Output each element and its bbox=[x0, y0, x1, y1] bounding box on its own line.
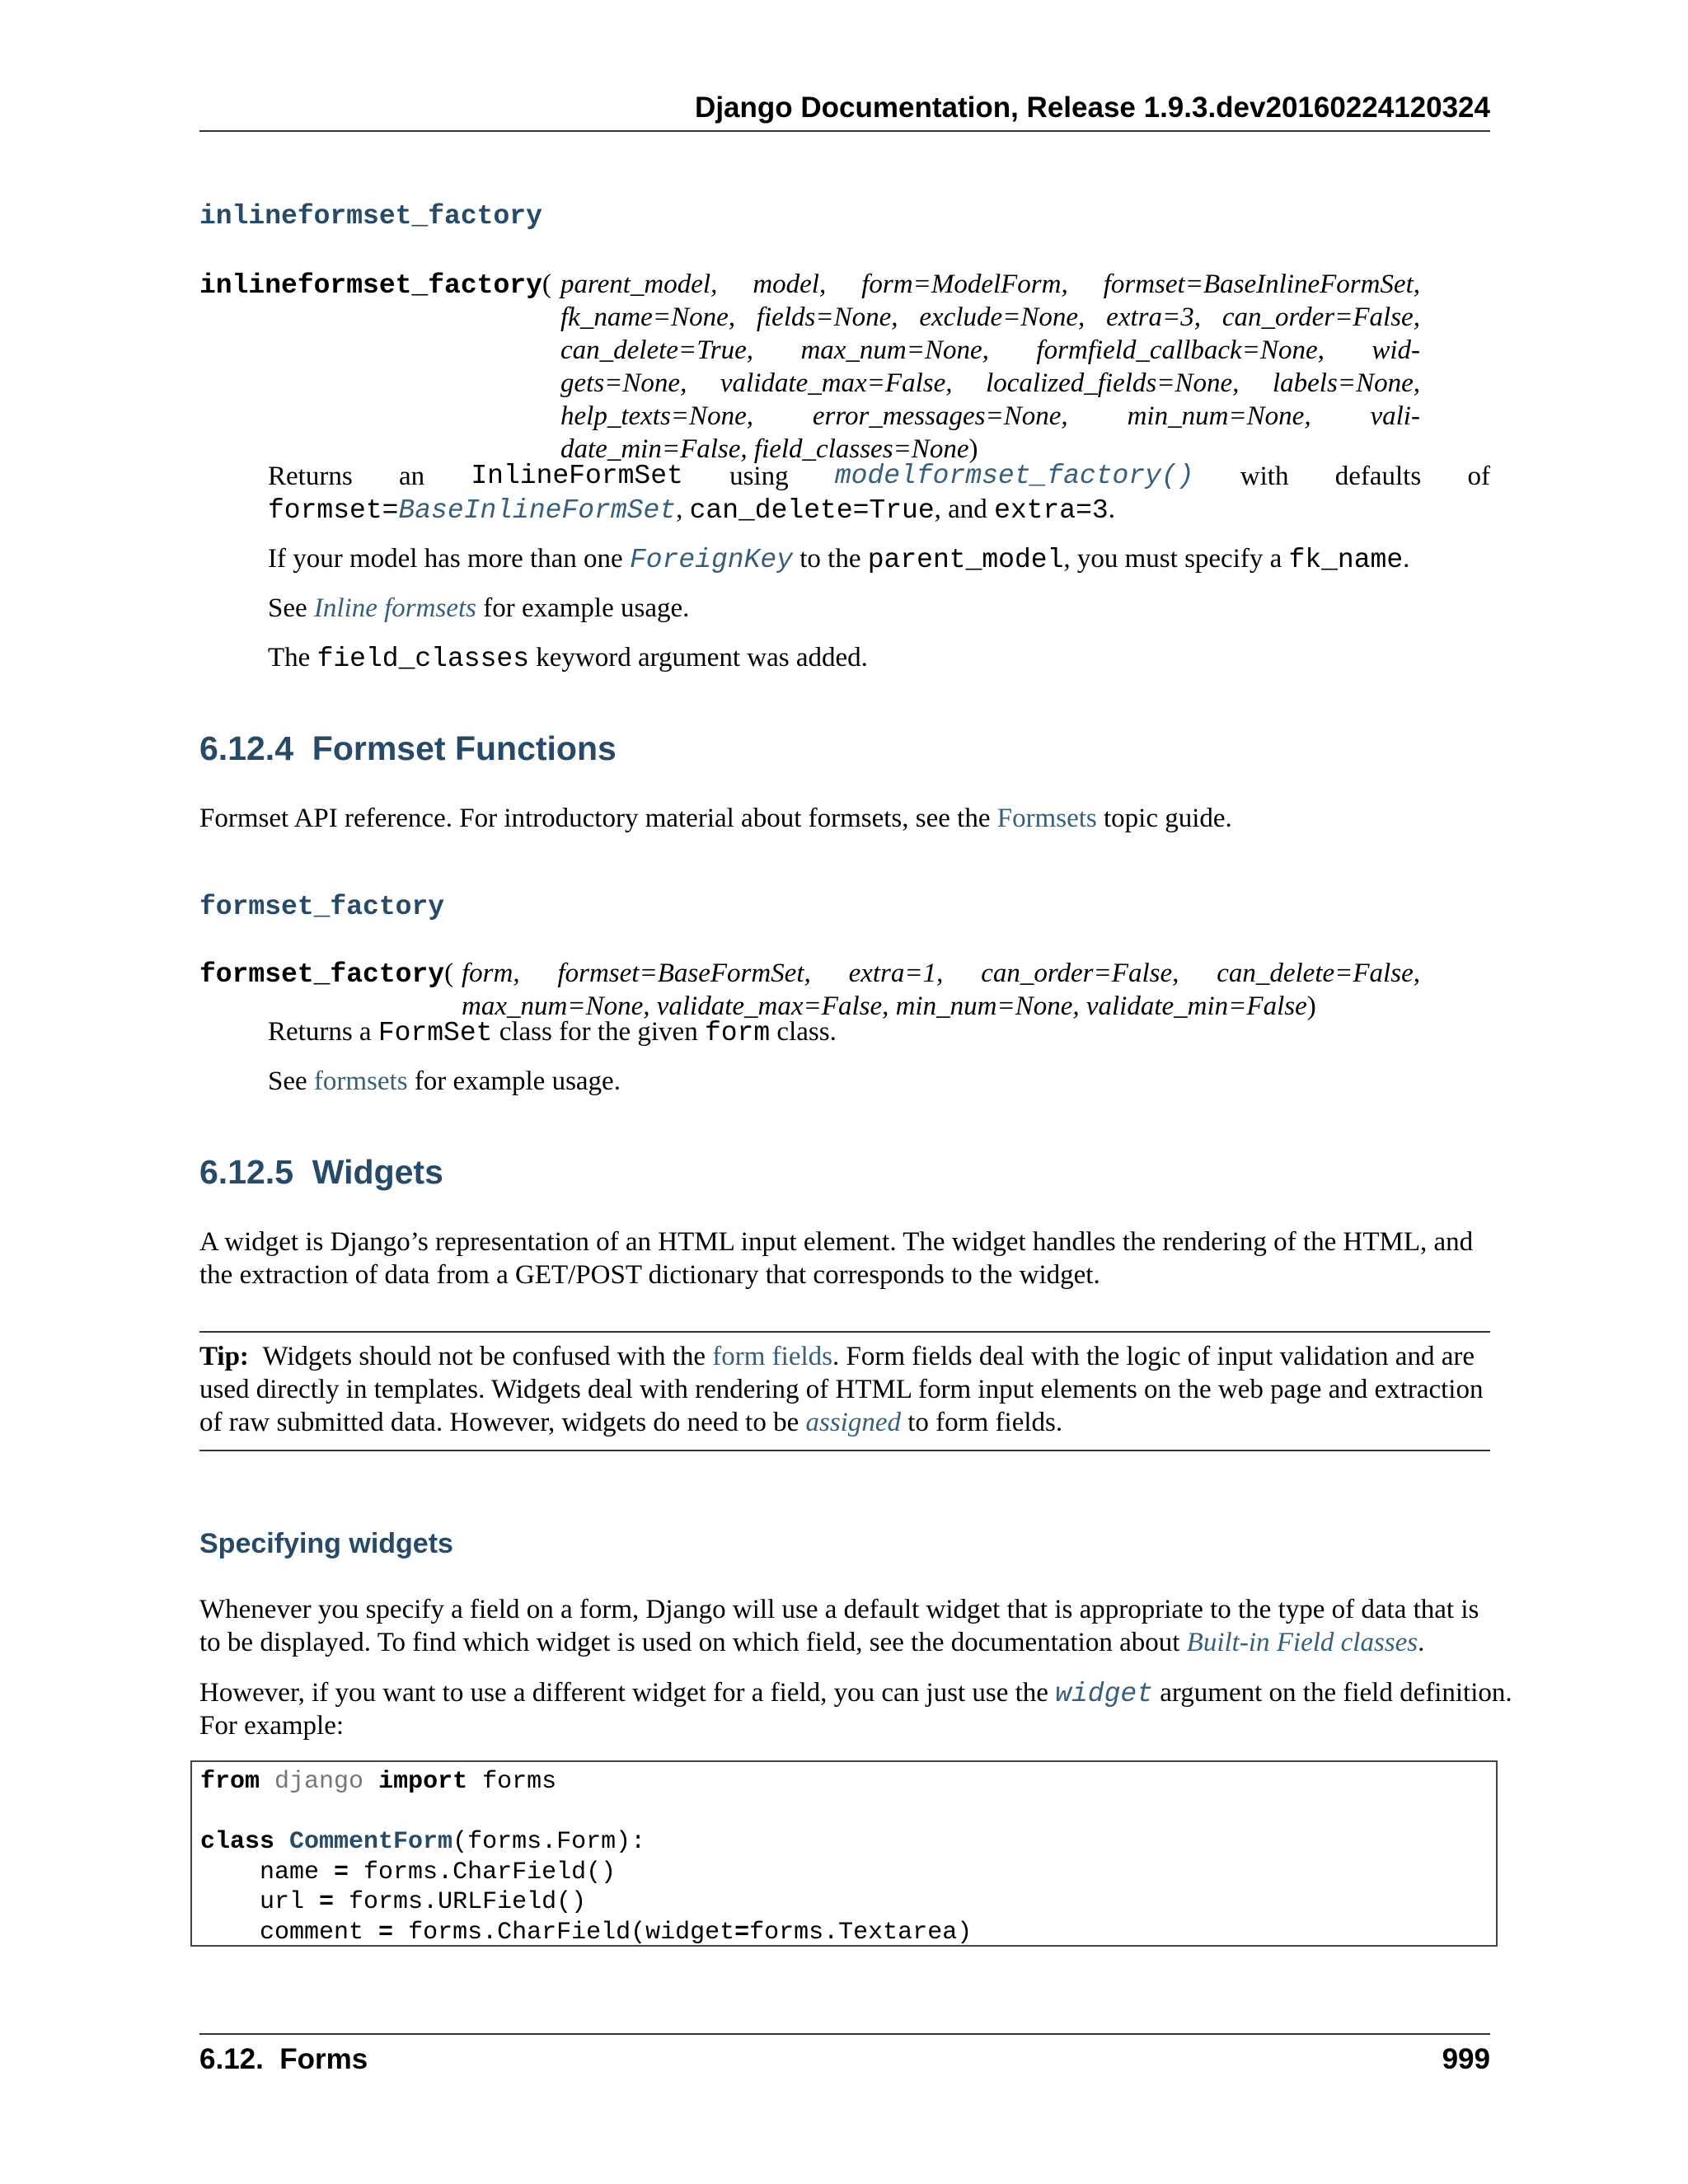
code-keyword: from bbox=[200, 1768, 260, 1796]
param: can_order=False, bbox=[981, 958, 1179, 988]
param-row-5 bbox=[560, 400, 1420, 433]
param: can_order=False, bbox=[1221, 302, 1420, 332]
text: , and bbox=[934, 494, 995, 524]
text: for example usage. bbox=[407, 1066, 621, 1096]
text: . bbox=[1418, 1628, 1425, 1657]
param-row-4 bbox=[560, 367, 1420, 400]
param: localized_fields=None, bbox=[986, 368, 1240, 398]
code-text: (forms.Form): bbox=[452, 1828, 646, 1856]
text: The bbox=[268, 643, 317, 673]
paren-close: ) bbox=[968, 434, 978, 464]
code-operator: = bbox=[334, 1858, 349, 1886]
see-inline-paragraph bbox=[268, 592, 1490, 625]
form-fields-link[interactable]: form fields bbox=[712, 1342, 832, 1371]
text: for example usage. bbox=[476, 593, 690, 623]
header-rule bbox=[199, 130, 1490, 132]
text: topic guide. bbox=[1096, 804, 1232, 833]
text: defaults bbox=[1334, 462, 1422, 491]
inlineformset-signature-name bbox=[199, 268, 551, 302]
tip-rule-bottom bbox=[199, 1450, 1490, 1451]
text: , bbox=[676, 494, 690, 524]
text: with bbox=[1240, 462, 1289, 491]
param-row-1 bbox=[462, 957, 1420, 990]
text: of raw submitted data. However, widgets do need to be bbox=[199, 1408, 806, 1437]
text: to the bbox=[793, 544, 868, 574]
formset-see bbox=[268, 1065, 1490, 1098]
param: labels=None, bbox=[1272, 368, 1420, 398]
widgets-intro-line-1: A widget is Django’s representation of an HTML input element. The widget handles the rendering of the HTML, and bbox=[199, 1227, 1474, 1257]
inline-formsets-link[interactable]: Inline formsets bbox=[313, 593, 476, 623]
returns-line-1 bbox=[268, 460, 1490, 493]
param: formfield_callback=None, bbox=[1036, 335, 1325, 365]
code-block bbox=[190, 1760, 1498, 1947]
text: . Form fields deal with the logic of input validation and are bbox=[832, 1342, 1475, 1371]
formset-returns bbox=[268, 1015, 1490, 1050]
returns-line-2 bbox=[268, 493, 1490, 527]
paren-close: ) bbox=[1306, 991, 1316, 1021]
param: error_messages=None, bbox=[812, 401, 1068, 431]
code-inline: field_classes bbox=[316, 644, 530, 674]
inlineformset-params bbox=[560, 268, 1420, 466]
formset-signature-name bbox=[199, 957, 453, 991]
code-text: url bbox=[200, 1888, 320, 1916]
param-row-2 bbox=[560, 301, 1420, 334]
specifying-p2-line-1 bbox=[199, 1676, 1512, 1711]
tip-line-2: used directly in templates. Widgets deal with rendering of HTML form input elements on the web page and extraction bbox=[199, 1375, 1484, 1404]
text: Returns bbox=[268, 462, 353, 491]
text: class for the given bbox=[492, 1017, 705, 1047]
modelformset-factory-link[interactable]: modelformset_factory() bbox=[834, 461, 1194, 491]
code-operator: = bbox=[378, 1918, 394, 1947]
code-class-name: CommentForm bbox=[289, 1828, 453, 1856]
paren-open: ( bbox=[542, 269, 551, 299]
text: an bbox=[398, 462, 425, 491]
section-title: Formset Functions bbox=[312, 729, 617, 767]
code-text: forms.Textarea) bbox=[749, 1918, 973, 1947]
foreignkey-link[interactable]: ForeignKey bbox=[629, 545, 794, 575]
param-row-3 bbox=[560, 334, 1420, 367]
text: Formset API reference. For introductory material about formsets, see the bbox=[199, 804, 997, 833]
text: to form fields. bbox=[900, 1408, 1063, 1437]
code-inline: InlineFormSet bbox=[471, 461, 683, 491]
inlineformset-heading[interactable]: inlineformset_factory bbox=[199, 201, 542, 232]
text: keyword argument was added. bbox=[529, 643, 868, 673]
formsets-link[interactable]: formsets bbox=[313, 1066, 408, 1096]
param: exclude=None, bbox=[919, 302, 1085, 332]
paren-open: ( bbox=[444, 958, 454, 988]
field-classes-paragraph bbox=[268, 641, 1490, 676]
formset-intro bbox=[199, 802, 1490, 835]
code-operator: = bbox=[319, 1888, 335, 1916]
section-heading-widgets bbox=[199, 1152, 443, 1192]
built-in-field-classes-link[interactable]: Built-in Field classes bbox=[1186, 1628, 1418, 1657]
text: However, if you want to use a different widget for a field, you can just use the bbox=[199, 1678, 1056, 1708]
tip-line-3 bbox=[199, 1406, 1490, 1439]
code-inline: FormSet bbox=[377, 1018, 493, 1048]
specifying-p1-line-2 bbox=[199, 1626, 1490, 1659]
widget-argument-link[interactable]: widget bbox=[1055, 1679, 1154, 1709]
code-text: forms.URLField() bbox=[334, 1888, 587, 1916]
footer-section: 6.12. Forms bbox=[199, 2043, 368, 2075]
param: gets=None, bbox=[560, 368, 687, 398]
text: argument on the field definition. bbox=[1153, 1678, 1512, 1708]
inlineformset-returns bbox=[268, 460, 1490, 527]
code-keyword: import bbox=[378, 1768, 468, 1796]
code-text: forms.CharField() bbox=[349, 1858, 617, 1886]
param: validate_max=False, bbox=[720, 368, 953, 398]
text: See bbox=[268, 1066, 314, 1096]
param: vali- bbox=[1370, 401, 1420, 431]
section-number: 6.12.5 bbox=[199, 1153, 293, 1191]
code-module: django bbox=[274, 1768, 364, 1796]
text: Returns a bbox=[268, 1017, 378, 1047]
section-number: 6.12.4 bbox=[199, 729, 293, 767]
inlineformset-function-name: inlineformset_factory bbox=[199, 270, 542, 301]
param-row-1 bbox=[560, 268, 1420, 301]
specifying-p1-line-1: Whenever you specify a field on a form, Django will use a default widget that is appropriate to the type of data that is bbox=[199, 1595, 1479, 1624]
formset-params bbox=[462, 957, 1420, 1023]
code-inline: can_delete=True bbox=[689, 495, 935, 526]
section-title: Widgets bbox=[312, 1153, 443, 1191]
param: formset=BaseFormSet, bbox=[557, 958, 811, 988]
param: model, bbox=[753, 269, 827, 299]
page-number: 999 bbox=[1442, 2043, 1490, 2075]
code-text: comment bbox=[200, 1918, 379, 1947]
param: date_min=False, field_classes=None bbox=[560, 434, 969, 464]
param: fk_name=None, bbox=[560, 302, 735, 332]
section-heading-formset-functions bbox=[199, 729, 617, 768]
formset-function-name: formset_factory bbox=[199, 959, 445, 990]
subsection-heading-specifying-widgets: Specifying widgets bbox=[199, 1528, 453, 1559]
param: can_delete=False, bbox=[1217, 958, 1420, 988]
param: max_num=None, bbox=[800, 335, 989, 365]
param: help_texts=None, bbox=[560, 401, 753, 431]
param: parent_model, bbox=[560, 269, 718, 299]
tip-line-1 bbox=[199, 1340, 1490, 1373]
code-inline: parent_model bbox=[867, 545, 1064, 575]
text: Widgets should not be confused with the bbox=[262, 1342, 713, 1371]
param: form, bbox=[462, 958, 520, 988]
text: If your model has more than one bbox=[268, 544, 630, 574]
fk-paragraph bbox=[268, 542, 1490, 577]
text: , you must specify a bbox=[1063, 544, 1289, 574]
param: can_delete=True, bbox=[560, 335, 753, 365]
code-inline: extra=3 bbox=[994, 495, 1109, 526]
text: to be displayed. To find which widget is used on which field, see the documentation about bbox=[199, 1628, 1187, 1657]
running-header: Django Documentation, Release 1.9.3.dev20160224120324 bbox=[695, 91, 1490, 124]
code-operator: = bbox=[734, 1918, 750, 1947]
code-text: forms.CharField(widget bbox=[393, 1918, 735, 1947]
code-keyword: class bbox=[200, 1828, 275, 1856]
code-text: name bbox=[200, 1858, 335, 1886]
tip-label: Tip: bbox=[199, 1342, 249, 1371]
code-inline: fk_name bbox=[1288, 545, 1404, 575]
param: extra=1, bbox=[848, 958, 944, 988]
specifying-p2-line-2: For example: bbox=[199, 1711, 345, 1741]
text: . bbox=[1108, 494, 1115, 524]
param: wid- bbox=[1372, 335, 1420, 365]
text: using bbox=[729, 462, 789, 491]
formset-heading[interactable]: formset_factory bbox=[199, 892, 445, 922]
param: min_num=None, bbox=[1127, 401, 1311, 431]
footer-rule bbox=[199, 2033, 1490, 2035]
param: form=ModelForm, bbox=[861, 269, 1068, 299]
param: max_num=None, validate_max=False, min_num=None, validate_min=False bbox=[462, 991, 1307, 1021]
baseinlineformset-link[interactable]: BaseInlineFormSet bbox=[398, 495, 677, 526]
formsets-topic-link[interactable]: Formsets bbox=[996, 804, 1097, 833]
param: extra=3, bbox=[1106, 302, 1201, 332]
assigned-link[interactable]: assigned bbox=[805, 1408, 901, 1437]
param: fields=None, bbox=[756, 302, 898, 332]
code-name: forms bbox=[482, 1768, 557, 1796]
text: . bbox=[1403, 544, 1410, 574]
code-inline: formset= bbox=[268, 495, 399, 526]
tip-rule-top bbox=[199, 1331, 1490, 1333]
text: class. bbox=[770, 1017, 837, 1047]
code-inline: form bbox=[704, 1018, 771, 1048]
widgets-intro-line-2: the extraction of data from a GET/POST dictionary that corresponds to the widget. bbox=[199, 1260, 1100, 1290]
text: of bbox=[1467, 462, 1490, 491]
text: See bbox=[268, 593, 314, 623]
param: formset=BaseInlineFormSet, bbox=[1103, 269, 1420, 299]
